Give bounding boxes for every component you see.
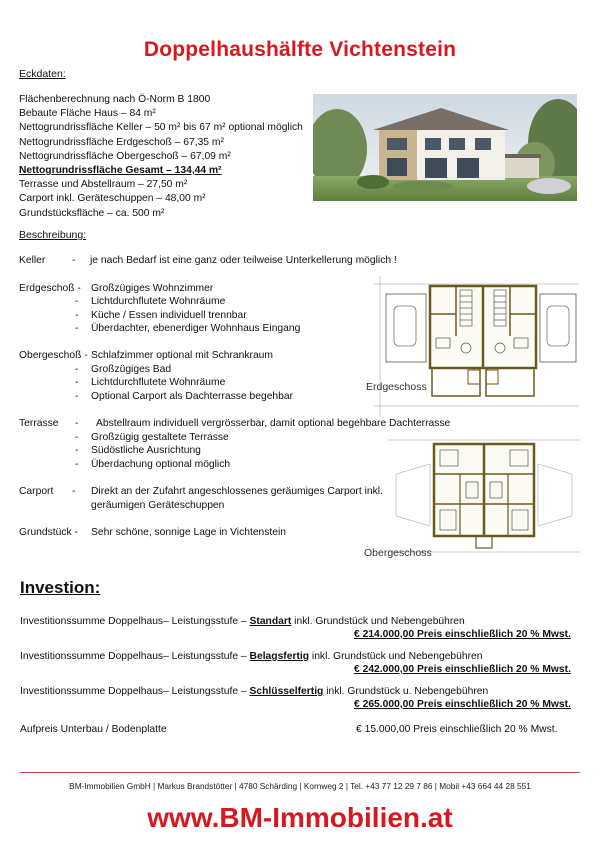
invest-text: Investitionssumme Doppelhaus– Leistungsstufe –: [20, 686, 250, 697]
dash: -: [75, 377, 79, 388]
terrasse-label: Terrasse: [19, 418, 59, 429]
dash: -: [75, 418, 79, 429]
terrasse-item: Großzügig gestaltete Terrasse: [91, 432, 229, 443]
erdgeschoss-item: Küche / Essen individuell trennbar: [91, 310, 247, 321]
carport-item: geräumigen Geräteschuppen: [91, 500, 225, 511]
invest-price: € 242.000,00 Preis einschließlich 20 % Mwst.: [354, 664, 571, 675]
aufpreis-label: Aufpreis Unterbau / Bodenplatte: [20, 724, 167, 735]
obergeschoss-item: Lichtdurchflutete Wohnräume: [91, 377, 226, 388]
erdgeschoss-item: Lichtdurchflutete Wohnräume: [91, 296, 226, 307]
invest-row-schluesselfertig: [20, 686, 488, 697]
dash: -: [75, 310, 79, 321]
keller-item: je nach Bedarf ist eine ganz oder teilweise Unterkellerung möglich !: [90, 255, 397, 266]
eckdaten-line: Nettogrundrissfläche Keller – 50 m² bis 67 m² optional möglich: [19, 122, 303, 134]
erdgeschoss-item: Überdachter, ebenerdiger Wohnhaus Eingang: [91, 323, 301, 334]
invest-text: inkl. Grundstück und Nebengebühren: [309, 651, 483, 662]
eckdaten-line: Grundstücksfläche – ca. 500 m²: [19, 207, 165, 219]
dash: -: [75, 445, 79, 456]
floorplan-obergeschoss: [388, 434, 580, 559]
obergeschoss-label-plan: Obergeschoss: [364, 547, 432, 559]
dash: -: [75, 432, 79, 443]
keller-label: Keller: [19, 255, 46, 266]
obergeschoss-item: Schlafzimmer optional mit Schrankraum: [91, 350, 273, 361]
terrasse-item: Überdachung optional möglich: [91, 459, 231, 470]
invest-price: € 265.000,00 Preis einschließlich 20 % Mwst.: [354, 699, 571, 710]
website-link[interactable]: www.BM-Immobilien.at: [147, 802, 453, 833]
footer-contact: BM-Immobilien GmbH | Markus Brandstötter | 4780 Schärding | Kornweg 2 | Tel. +43 77 12 29 7 86 | Mobil +43 664 44 28 551: [69, 781, 531, 791]
dash: -: [72, 486, 76, 497]
eckdaten-heading: Eckdaten:: [19, 68, 66, 80]
erdgeschoss-label: Erdgeschoß -: [19, 283, 81, 294]
grundstueck-label: Grundstück -: [19, 527, 78, 538]
investion-heading: Investion:: [20, 578, 101, 597]
footer-divider: [20, 772, 580, 773]
dash: -: [72, 255, 76, 266]
invest-row-belagsfertig: [20, 651, 483, 662]
terrasse-item: Abstellraum individuell vergrösserbar, damit optional begehbare Dachterrasse: [96, 418, 451, 429]
eckdaten-line: Bebaute Fläche Haus – 84 m²: [19, 108, 156, 120]
grundstueck-item: Sehr schöne, sonnige Lage in Vichtenstein: [91, 527, 287, 538]
invest-text: Investitionssumme Doppelhaus– Leistungsstufe –: [20, 616, 250, 627]
obergeschoss-label: Obergeschoß -: [19, 350, 88, 361]
invest-stufe: Belagsfertig: [249, 651, 310, 662]
beschreibung-heading: Beschreibung:: [19, 229, 87, 241]
eckdaten-line: Nettogrundrissfläche Erdgeschoß – 67,35 m²: [19, 136, 224, 148]
aufpreis-price: € 15.000,00 Preis einschließlich 20 % Mwst.: [356, 724, 558, 735]
dash: -: [75, 323, 79, 334]
eckdaten-line: Nettogrundrissfläche Obergeschoß – 67,09 m²: [19, 150, 231, 162]
eckdaten-line-total: Nettogrundrissfläche Gesamt – 134,44 m²: [19, 165, 222, 177]
page-title: Doppelhaushälfte Vichtenstein: [143, 38, 457, 61]
terrasse-item: Südöstliche Ausrichtung: [91, 445, 201, 456]
obergeschoss-item: Großzügiges Bad: [91, 364, 172, 375]
invest-price: € 214.000,00 Preis einschließlich 20 % Mwst.: [354, 629, 571, 640]
floorplan-erdgeschoss: [374, 276, 579, 416]
dash: -: [75, 459, 79, 470]
carport-item: Direkt an der Zufahrt angeschlossenes geräumiges Carport inkl.: [91, 486, 383, 497]
dash: -: [75, 364, 79, 375]
dash: -: [75, 391, 79, 402]
invest-text: inkl. Grundstück und Nebengebühren: [291, 616, 465, 627]
eckdaten-line: Flächenberechnung nach Ö-Norm B 1800: [19, 94, 211, 105]
erdgeschoss-item: Großzügiges Wohnzimmer: [91, 283, 214, 294]
invest-text: Investitionssumme Doppelhaus– Leistungsstufe –: [20, 651, 250, 662]
erdgeschoss-label-plan: Erdgeschoss: [366, 381, 427, 393]
house-photo: [313, 94, 577, 201]
invest-stufe: Schlüsselfertig: [249, 686, 324, 697]
invest-text: inkl. Grundstück u. Nebengebühren: [323, 686, 489, 697]
invest-row-standart: [20, 616, 465, 627]
eckdaten-line: Carport inkl. Geräteschuppen – 48,00 m²: [19, 193, 206, 205]
obergeschoss-item: Optional Carport als Dachterrasse begehbar: [91, 391, 294, 402]
carport-label: Carport: [19, 486, 54, 497]
eckdaten-line: Terrasse und Abstellraum – 27,50 m²: [19, 179, 188, 191]
invest-stufe: Standart: [249, 616, 292, 627]
eckdaten-list: [19, 93, 303, 221]
dash: -: [75, 296, 79, 307]
